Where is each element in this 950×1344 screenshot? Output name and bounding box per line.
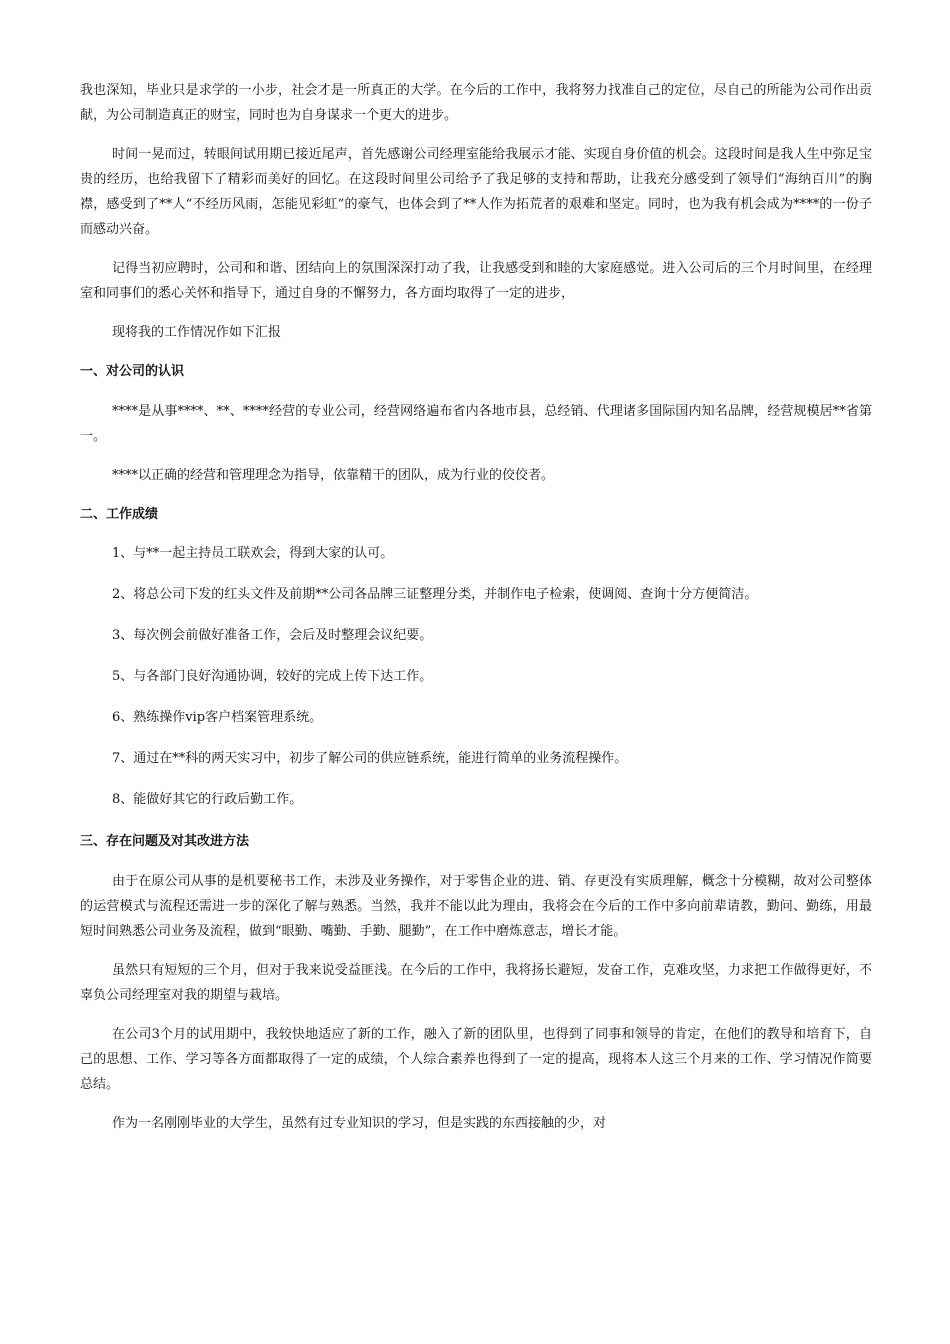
achievement-item: 3、每次例会前做好准备工作，会后及时整理会议纪要。 <box>112 628 433 643</box>
problems-paragraph-2: 虽然只有短短的三个月，但对于我来说受益匪浅。在今后的工作中，我将扬长避短，发奋工作，克难攻坚，力求把工作做得更好，不辜负公司经理室对我的期望与栽培。 <box>80 963 872 1003</box>
summary-paragraph: 在公司3个月的试用期中，我较快地适应了新的工作，融入了新的团队里，也得到了同事和领导的肯定，在他们的教导和培育下，自己的思想、工作、学习等各方面都取得了一定的成绩，个人综合素养也得到了一定的提高，现将本人这三个月来的工作、学习情况作简要总结。 <box>80 1027 872 1092</box>
achievement-item: 1、与**一起主持员工联欢会，得到大家的认可。 <box>112 546 394 561</box>
achievement-item: 5、与各部门良好沟通协调，较好的完成上传下达工作。 <box>112 669 433 684</box>
report-lead-in: 现将我的工作情况作如下汇报 <box>112 325 282 340</box>
section-heading-achievements: 二、工作成绩 <box>80 507 159 522</box>
problems-paragraph-1: 由于在原公司从事的是机要秘书工作，未涉及业务操作，对于零售企业的进、销、存更没有实质理解，概念十分模糊，故对公司整体的运营模式与流程还需进一步的深化了解与熟悉。当然，我并不能以此为理由，我将会在今后的工作中多向前辈请教，勤问、勤练，用最短时间熟悉公司业务及流程，做到“眼勤、嘴勤、手勤、腿勤”，在工作中磨炼意志，增长才能。 <box>80 874 872 939</box>
intro-paragraph-2: 时间一晃而过，转眼间试用期已接近尾声，首先感谢公司经理室能给我展示才能、实现自身价值的机会。这段时间是我人生中弥足宝贵的经历，也给我留下了精彩而美好的回忆。在这段时间里公司给予了我足够的支持和帮助，让我充分感受到了领导们“海纳百川”的胸襟，感受到了**人“不经历风雨，怎能见彩虹”的豪气，也体会到了**人作为拓荒者的艰难和坚定。同时，也为我有机会成为****的一份子而感动兴奋。 <box>80 147 872 237</box>
company-paragraph-2: ****以正确的经营和管理理念为指导，依靠精干的团队，成为行业的佼佼者。 <box>112 468 555 483</box>
achievement-item: 7、通过在**科的两天实习中，初步了解公司的供应链系统，能进行简单的业务流程操作。 <box>112 751 628 766</box>
intro-paragraph-3: 记得当初应聘时，公司和和谐、团结向上的氛围深深打动了我，让我感受到和睦的大家庭感觉。进入公司后的三个月时间里，在经理室和同事们的悉心关怀和指导下，通过自身的不懈努力，各方面均取得了一定的进步， <box>80 261 872 301</box>
section-heading-problems: 三、存在问题及对其改进方法 <box>80 834 250 849</box>
achievement-item: 8、能做好其它的行政后勤工作。 <box>112 792 303 807</box>
company-paragraph-1: ****是从事****、**、****经营的专业公司，经营网络遍布省内各地市县，总经销、代理诸多国际国内知名品牌，经营规模居**省第一。 <box>80 404 872 444</box>
intro-paragraph-1: 我也深知，毕业只是求学的一小步，社会才是一所真正的大学。在今后的工作中，我将努力找准自己的定位，尽自己的所能为公司作出贡献，为公司制造真正的财宝，同时也为自身谋求一个更大的进步。 <box>80 83 872 123</box>
achievement-item: 2、将总公司下发的红头文件及前期**公司各品牌三证整理分类，并制作电子检索，使调阅、查询十分方便简洁。 <box>112 587 758 602</box>
achievement-item: 6、熟练操作vip客户档案管理系统。 <box>112 710 323 725</box>
section-heading-company: 一、对公司的认识 <box>80 364 185 379</box>
closing-paragraph-fragment: 作为一名刚刚毕业的大学生，虽然有过专业知识的学习，但是实践的东西接触的少，对 <box>112 1116 607 1131</box>
document-body <box>80 78 872 1150</box>
